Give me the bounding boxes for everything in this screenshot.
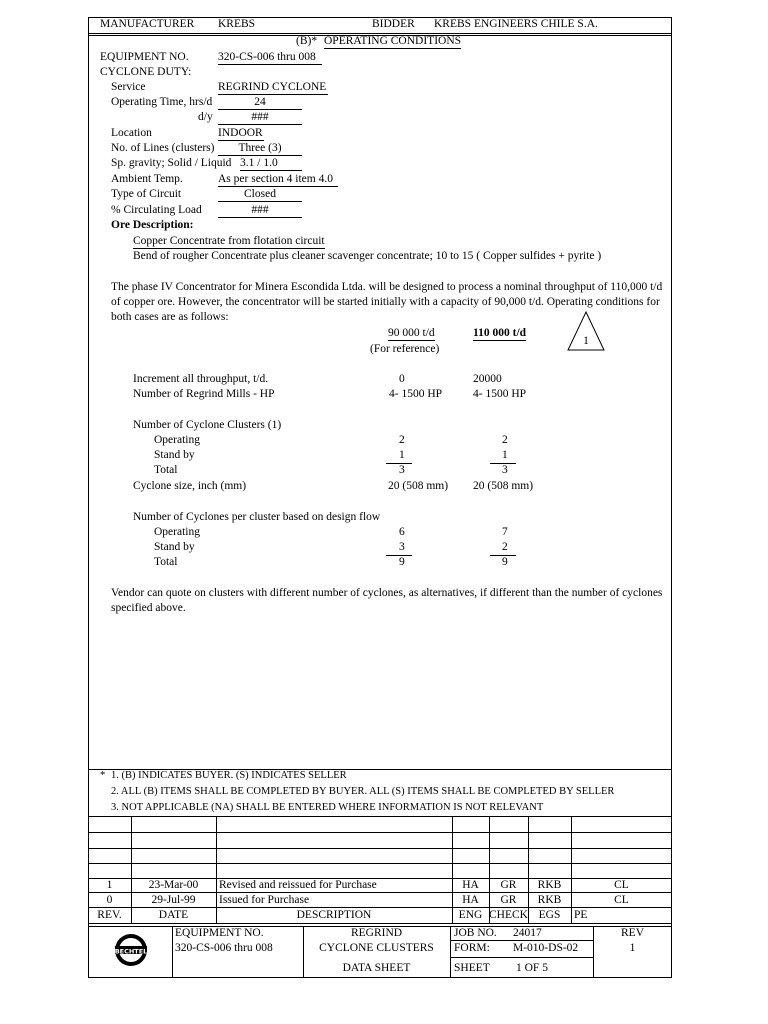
tb-form-value: M-010-DS-02 [513, 942, 579, 954]
clusters-total-v2: 3 [502, 464, 508, 476]
rev-row-1-date: 23-Mar-00 [148, 879, 199, 891]
op-time-value: 24 [218, 95, 302, 110]
per-cluster-total-label: Total [154, 556, 178, 568]
per-cluster-standby-v2: 2 [502, 541, 508, 553]
increment-v2: 20000 [473, 373, 502, 385]
mills-label: Number of Regrind Mills - HP [133, 388, 275, 400]
rev-row-2-description: Issued for Purchase [219, 894, 310, 906]
tb-title-3: DATA SHEET [342, 962, 411, 974]
cyclone-duty-label: CYCLONE DUTY: [100, 66, 192, 78]
tb-title-2: CYCLONE CLUSTERS [319, 942, 434, 954]
location-value: INDOOR [218, 127, 263, 139]
rev-row-2-rev: 0 [106, 894, 113, 906]
rev-row-1-description: Revised and reissued for Purchase [219, 879, 377, 891]
rev-header-check: CHECK [489, 909, 528, 921]
location-label: Location [111, 127, 152, 139]
note-3: 3. NOT APPLICABLE (NA) SHALL BE ENTERED WHERE INFORMATION IS NOT RELEVANT [111, 802, 544, 813]
rev-row-1-eng: HA [462, 879, 479, 891]
clusters-label: Number of Cyclone Clusters (1) [133, 419, 282, 431]
case-110000-header: 110 000 t/d [473, 327, 527, 339]
revision-marker: 1 [583, 335, 589, 347]
clusters-standby-v1: 1 [399, 449, 405, 461]
per-cluster-standby-label: Stand by [154, 541, 195, 553]
per-cluster-operating-label: Operating [154, 526, 200, 538]
service-value: REGRIND CYCLONE [218, 81, 327, 93]
manufacturer-value: KREBS [218, 18, 256, 30]
rev-row-2-eng: HA [462, 894, 479, 906]
rev-row-1-rev: 1 [106, 879, 113, 891]
ambient-value: As per section 4 item 4.0 [218, 172, 338, 187]
mills-v1: 4- 1500 HP [389, 388, 443, 400]
section-prefix: (B)* [296, 35, 318, 47]
vendor-note-line-2: specified above. [111, 602, 186, 614]
rev-header-description: DESCRIPTION [296, 909, 372, 921]
cyclone-size-v1: 20 (508 mm) [388, 480, 449, 492]
rev-header-rev: REV. [97, 909, 122, 921]
cyclone-size-v2: 20 (508 mm) [473, 480, 534, 492]
note-1: 1. (B) INDICATES BUYER. (S) INDICATES SELLER [111, 770, 347, 781]
equipment-no-value: 320-CS-006 thru 008 [218, 50, 322, 65]
note-2: 2. ALL (B) ITEMS SHALL BE COMPLETED BY BUYER. ALL (S) ITEMS SHALL BE COMPLETED BY SELLER [111, 786, 615, 797]
rev-header-egs: EGS [538, 909, 561, 921]
service-label: Service [111, 81, 146, 93]
rev-header-eng: ENG [458, 909, 483, 921]
tb-equipment-value: 320-CS-006 thru 008 [175, 942, 273, 954]
svg-text:BECHTEL: BECHTEL [114, 947, 148, 956]
paragraph-line-3: both cases are as follows: [111, 311, 229, 323]
vendor-note-line-1: Vendor can quote on clusters with different number of cyclones, as alternatives, if different than the number of cyclones [111, 587, 663, 599]
rev-row-1-check: GR [500, 879, 517, 891]
lines-label: No. of Lines (clusters) [111, 142, 215, 154]
tb-form-label: FORM: [454, 942, 490, 954]
per-cluster-total-v1: 9 [399, 556, 405, 568]
rev-header-date: DATE [158, 909, 189, 921]
per-cluster-total-v2: 9 [502, 556, 508, 568]
ambient-label: Ambient Temp. [111, 173, 183, 185]
bidder-label: BIDDER [372, 18, 415, 30]
dy-label: d/y [198, 111, 213, 123]
clusters-standby-v2: 1 [502, 449, 508, 461]
ore-line-2: Bend of rougher Concentrate plus cleaner scavenger concentrate; 10 to 15 ( Copper sulfides + pyrite ) [133, 250, 602, 262]
clusters-operating-v1: 2 [399, 434, 405, 446]
paragraph-line-2: of copper ore. However, the concentrator will be started initially with a capacity of 90,000 t/d. Operating conditions for [111, 296, 660, 308]
clusters-operating-v2: 2 [502, 434, 508, 446]
case-90000-sub: (For reference) [370, 343, 440, 355]
tb-rev-label: REV [621, 927, 644, 939]
rev-row-2-egs: RKB [537, 894, 562, 906]
mills-v2: 4- 1500 HP [473, 388, 527, 400]
equipment-no-label: EQUIPMENT NO. [100, 51, 189, 63]
cyclone-size-label: Cyclone size, inch (mm) [133, 480, 247, 492]
rev-row-1-egs: RKB [537, 879, 562, 891]
per-cluster-label: Number of Cyclones per cluster based on design flow [133, 511, 381, 523]
clusters-total-v1: 3 [399, 464, 405, 476]
circ-load-label: % Circulating Load [111, 204, 202, 216]
circuit-label: Type of Circuit [111, 188, 182, 200]
rev-header-pe: PE [574, 909, 588, 921]
spgr-label: Sp. gravity; Solid / Liquid [111, 157, 232, 169]
per-cluster-operating-v2: 7 [502, 526, 508, 538]
clusters-standby-label: Stand by [154, 449, 195, 461]
tb-rev-value: 1 [629, 942, 636, 954]
notes-star: * [100, 770, 106, 781]
ore-description-label: Ore Description: [111, 219, 194, 231]
spgr-value: 3.1 / 1.0 [240, 156, 302, 171]
tb-title-1: REGRIND [350, 927, 403, 939]
rev-row-2-date: 29-Jul-99 [151, 894, 196, 906]
increment-v1: 0 [399, 373, 405, 385]
tb-job-value: 24017 [513, 927, 542, 939]
rev-row-1-pe: CL [614, 879, 629, 891]
case-90000-header: 90 000 t/d [388, 327, 435, 339]
rev-row-2-check: GR [500, 894, 517, 906]
op-time-label: Operating Time, hrs/d [111, 96, 213, 108]
tb-sheet-label: SHEET [454, 962, 490, 974]
circuit-value: Closed [218, 187, 302, 202]
paragraph-line-1: The phase IV Concentrator for Minera Escondida Ltda. will be designed to process a nominal throughput of 110,000 t/d [111, 281, 663, 293]
lines-value: Three (3) [218, 141, 302, 156]
bechtel-logo-icon [113, 928, 149, 972]
dy-value: ### [218, 110, 302, 125]
per-cluster-operating-v1: 6 [399, 526, 405, 538]
increment-label: Increment all throughput, t/d. [133, 373, 269, 385]
clusters-total-label: Total [154, 464, 178, 476]
rev-row-2-pe: CL [614, 894, 629, 906]
circ-load-value: ### [218, 203, 302, 218]
ore-line-1: Copper Concentrate from flotation circuit [133, 235, 325, 247]
manufacturer-label: MANUFACTURER [100, 18, 195, 30]
tb-sheet-value: 1 OF 5 [516, 962, 548, 974]
clusters-operating-label: Operating [154, 434, 200, 446]
tb-equipment-label: EQUIPMENT NO. [175, 927, 264, 939]
per-cluster-standby-v1: 3 [399, 541, 405, 553]
section-title: OPERATING CONDITIONS [324, 35, 462, 47]
bidder-value: KREBS ENGINEERS CHILE S.A. [434, 18, 598, 30]
tb-job-label: JOB NO. [454, 927, 497, 939]
